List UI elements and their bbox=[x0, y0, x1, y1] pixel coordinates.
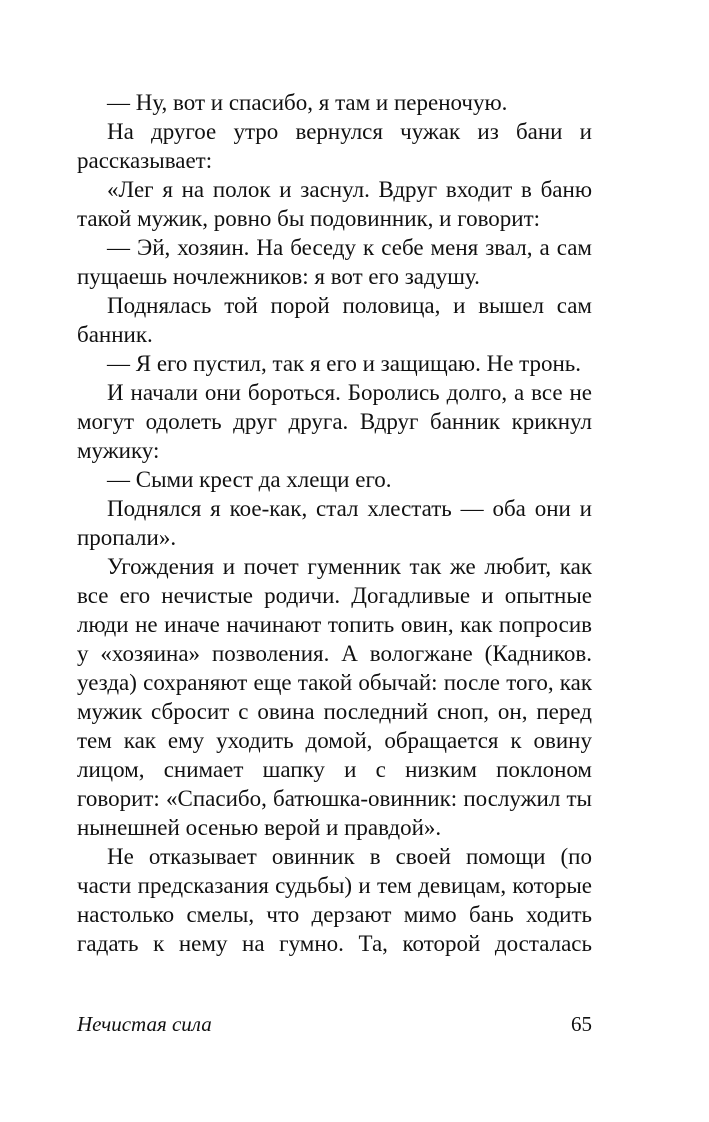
page-number: 65 bbox=[571, 1012, 592, 1036]
paragraph: — Сыми крест да хлещи его. bbox=[107, 467, 392, 492]
paragraph: Не отказывает овинник в своей помощи (по части предсказания судьбы) и тем девицам, которые настолько смелы, что дерзают мимо бань ходить гадать к нему на гумно. Та, которой досталась bbox=[77, 844, 592, 956]
paragraph: На другое утро вернулся чужак из бани и рассказывает: bbox=[77, 119, 592, 173]
paragraph: — Я его пустил, так я его и защищаю. Не тронь. bbox=[107, 351, 582, 376]
paragraph: — Эй, хозяин. На беседу к себе меня звал, а сам пущаешь ночлежников: я вот его задушу. bbox=[77, 235, 592, 289]
body-text bbox=[77, 88, 592, 958]
paragraph: Угождения и почет гуменник так же любит, как все его нечистые родичи. Догадливые и опытные люди не иначе начинают топить овин, как попросив у «хозяина» позволения. А вологжане (Кадников. уезда) сохраняют еще такой обычай: после того, как мужик сбросит с овина последний сноп, он, перед тем как ему уходить домой, обращается к овину лицом, снимает шапку и с низким поклоном говорит: «Спасибо, батюшка-овинник: послужил ты нынешней осенью верой и правдой». bbox=[77, 554, 592, 840]
page-footer bbox=[77, 1012, 592, 1042]
paragraph: — Ну, вот и спасибо, я там и переночую. bbox=[107, 90, 508, 115]
paragraph: Поднялась той порой половица, и вышел сам банник. bbox=[77, 293, 592, 347]
paragraph: Поднялся я кое-как, стал хлестать — оба они и пропали». bbox=[77, 496, 592, 550]
paragraph: И начали они бороться. Боролись долго, а все не могут одолеть друг друга. Вдруг банник крикнул мужику: bbox=[77, 380, 592, 463]
paragraph: «Лег я на полок и заснул. Вдруг входит в баню такой мужик, ровно бы подовинник, и говорит: bbox=[77, 177, 592, 231]
running-title: Нечистая сила bbox=[77, 1012, 212, 1036]
